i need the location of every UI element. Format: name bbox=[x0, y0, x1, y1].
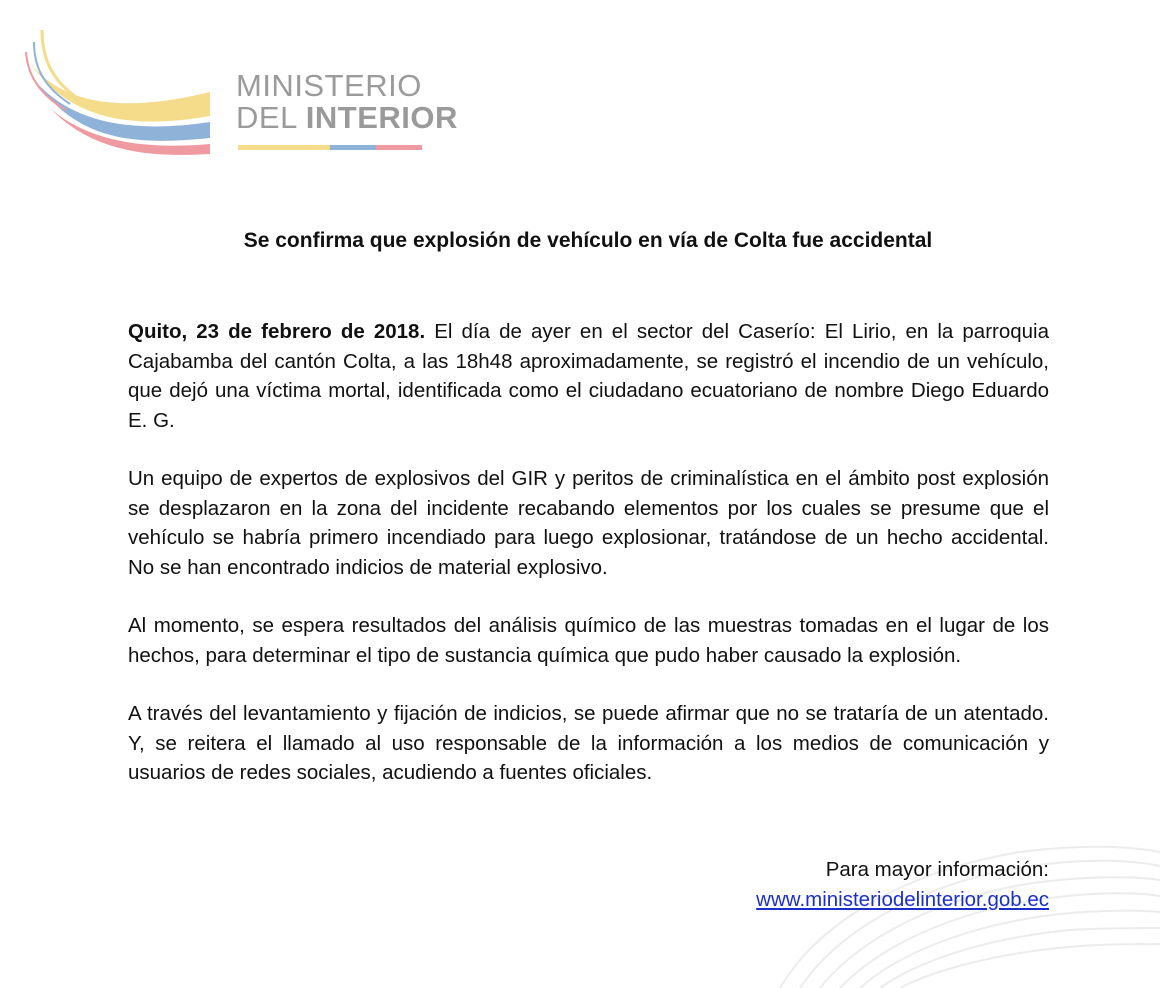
ministry-logo-text bbox=[236, 70, 458, 134]
logo-line-1: MINISTERIO bbox=[236, 68, 422, 103]
logo-underline bbox=[238, 145, 422, 150]
paragraph-1 bbox=[128, 317, 1049, 435]
paragraph-2: Un equipo de expertos de explosivos del GIR y peritos de criminalística en el ámbito post explosión se desplazaron en la zona del incidente recabando elementos por los cuales se presume que el vehículo se habría primero incendiado para luego explosionar, tratándose de un hecho accidental. No se han encontrado indicios de material explosivo. bbox=[128, 467, 1049, 579]
press-release-title: Se confirma que explosión de vehículo en vía de Colta fue accidental bbox=[243, 229, 933, 252]
press-release-body bbox=[128, 317, 1049, 817]
logo-line-2-plain: DEL bbox=[236, 100, 297, 135]
ministry-website-link[interactable]: www.ministeriodelinterior.gob.ec bbox=[756, 887, 1049, 911]
logo-line-2 bbox=[236, 102, 458, 134]
paragraph-1-text: El día de ayer en el sector del Caserío: El Lirio, en la parroquia Cajabamba del cantón Colta, a las 18h48 aproximadamente, se registró el incendio de un vehículo, que dejó una víctima mortal, identificada como el ciudadano ecuatoriano de nombre Diego Eduardo E. G. bbox=[128, 320, 1050, 432]
contact-block bbox=[756, 855, 1049, 914]
dateline: Quito, 23 de febrero de 2018. bbox=[128, 320, 426, 343]
ministry-logo-swoosh bbox=[20, 22, 220, 162]
logo-line-2-bold: INTERIOR bbox=[305, 100, 458, 135]
contact-label: Para mayor información: bbox=[825, 858, 1049, 881]
paragraph-3: Al momento, se espera resultados del análisis químico de las muestras tomadas en el lugar de los hechos, para determinar el tipo de sustancia química que pudo haber causado la explosión. bbox=[128, 614, 1049, 667]
paragraph-4: A través del levantamiento y fijación de indicios, se puede afirmar que no se trataría de un atentado. Y, se reitera el llamado al uso responsable de la información a los medios de comunicación y usuarios de redes sociales, acudiendo a fuentes oficiales. bbox=[128, 702, 1049, 784]
logo-stripe-yellow bbox=[28, 60, 210, 122]
